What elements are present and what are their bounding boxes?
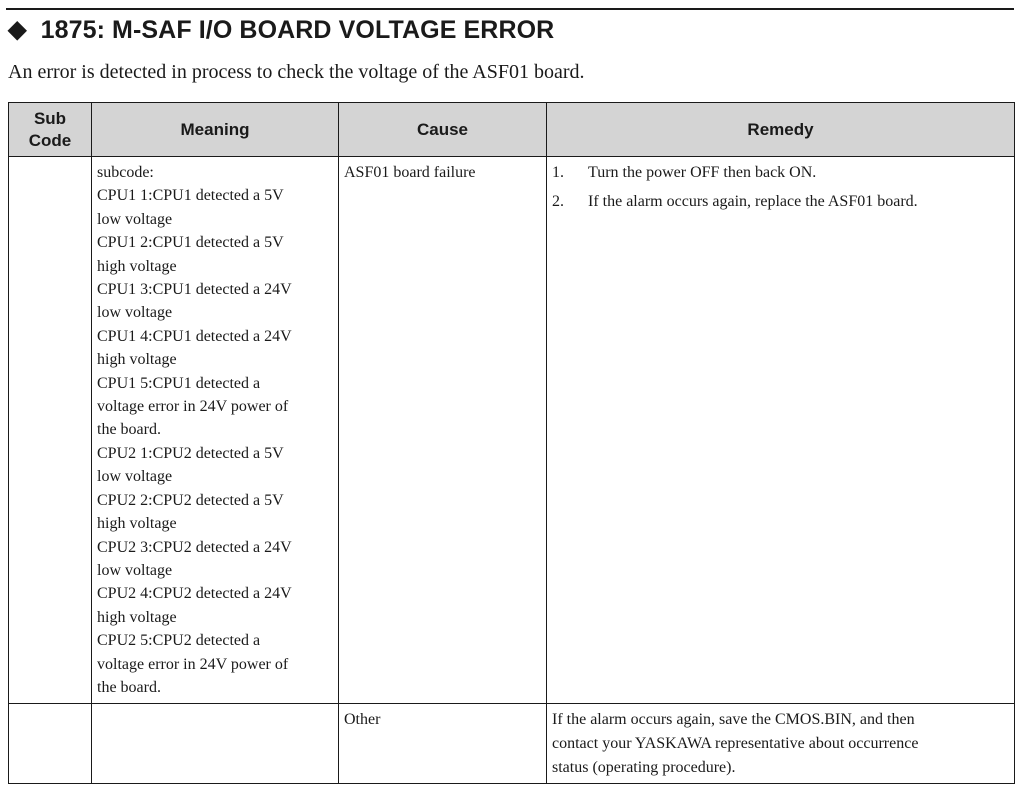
meaning-line: subcode: [97,164,154,181]
meaning-line: the board. [97,678,161,696]
meaning-line: low voltage [97,304,173,322]
remedy-line: If the alarm occurs again, save the CMOS.BIN, and then [552,711,915,729]
meaning-line: CPU2 2:CPU2 detected a 5V [97,491,284,509]
remedy-line: contact your YASKAWA representative about occurrence [552,734,919,752]
section-title: 1875: M-SAF I/O BOARD VOLTAGE ERROR [40,15,555,44]
meaning-cell [92,157,339,704]
cause-cell: Other [339,704,547,784]
meaning-line: high voltage [97,515,177,533]
remedy-cell [547,704,1015,784]
table-header-row [9,103,1015,157]
meaning-line: CPU1 2:CPU1 detected a 5V [97,234,284,252]
remedy-line: status (operating procedure). [552,758,736,776]
meaning-line: CPU1 1:CPU1 detected a 5V [97,187,284,205]
header-meaning: Meaning [92,103,339,157]
header-remedy: Remedy [547,103,1015,157]
intro-text: An error is detected in process to check the voltage of the ASF01 board. [8,61,585,83]
meaning-line: low voltage [97,468,173,486]
table-row [9,704,1015,784]
section-heading [8,14,554,46]
meaning-line: CPU1 3:CPU1 detected a 24V [97,281,292,299]
header-sub-code-line1: Sub [33,108,67,128]
meaning-cell [92,704,339,784]
remedy-step-number: 1. [552,164,564,181]
meaning-line: voltage error in 24V power of [97,655,289,673]
meaning-line: high voltage [97,608,177,626]
remedy-cell [547,157,1015,704]
remedy-step-text: If the alarm occurs again, replace the ASF01 board. [588,193,918,211]
header-cause: Cause [339,103,547,157]
meaning-line: CPU1 5:CPU1 detected a [97,374,261,392]
diamond-bullet-icon: ◆ [8,16,27,43]
alarm-table [8,102,1015,784]
meaning-line: CPU2 4:CPU2 detected a 24V [97,585,292,603]
top-rule [6,8,1014,10]
meaning-line: CPU2 3:CPU2 detected a 24V [97,538,292,556]
sub-code-cell [9,157,92,704]
meaning-line: high voltage [97,257,177,275]
remedy-step [552,190,1009,213]
remedy-step-number: 2. [552,193,564,211]
meaning-line: CPU1 4:CPU1 detected a 24V [97,327,292,345]
remedy-steps [552,161,1009,214]
meaning-line: low voltage [97,561,173,579]
header-sub-code-line2: Code [28,130,72,150]
cause-cell: ASF01 board failure [339,157,547,704]
table-row [9,157,1015,704]
meaning-line: low voltage [97,210,173,228]
header-sub-code [9,103,92,157]
meaning-line: high voltage [97,351,177,369]
remedy-step-text: Turn the power OFF then back ON. [588,164,817,181]
remedy-step [552,161,1009,184]
meaning-line: the board. [97,421,161,439]
meaning-line: CPU2 5:CPU2 detected a [97,632,261,650]
meaning-line: voltage error in 24V power of [97,398,289,416]
meaning-line: CPU2 1:CPU2 detected a 5V [97,444,284,462]
sub-code-cell [9,704,92,784]
